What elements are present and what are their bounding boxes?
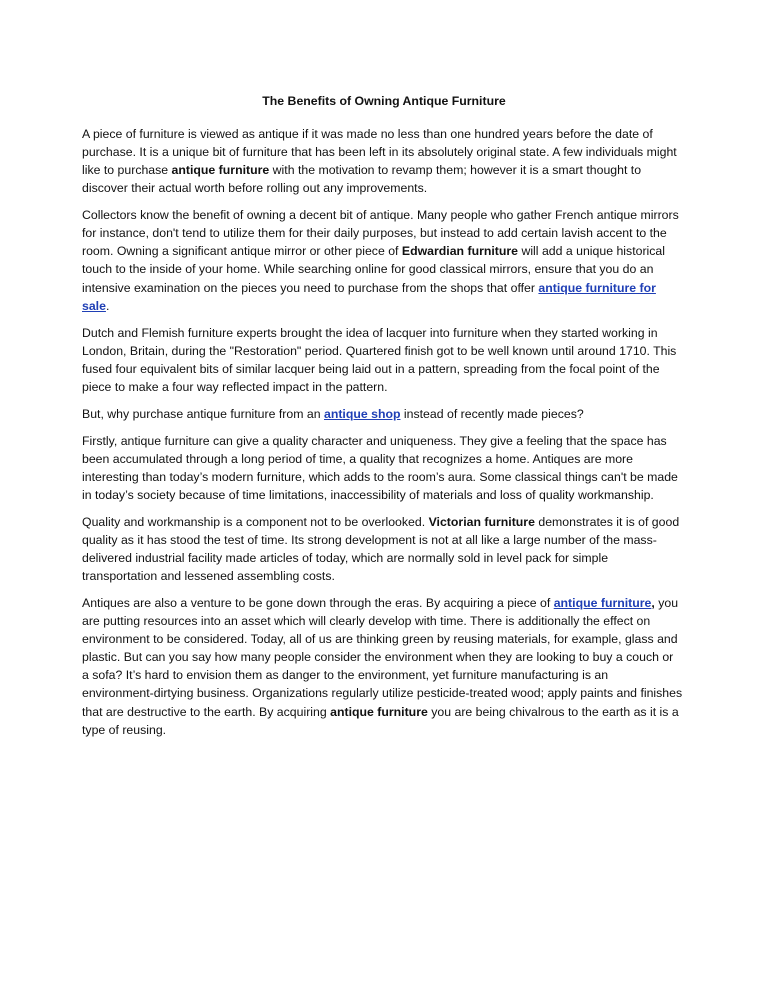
bold-term: Victorian furniture (428, 514, 535, 529)
paragraph-2 (82, 206, 683, 315)
text-run: instead of recently made pieces? (400, 406, 584, 421)
bold-term: antique furniture (330, 704, 428, 719)
document-body (82, 125, 683, 747)
text-run: Dutch and Flemish furniture experts brought the idea of lacquer into furniture when they started working in London, Britain, during the "Restoration" period. Quartered finish got to be well known until around 1710. This fused four equivalent bits of similar lacquer being laid out in a pattern, spreading from the focal point of the piece to make a four way reflected impact in the pattern. (82, 325, 677, 394)
link-antique-furniture-for-sale[interactable]: antique furniture for sale (82, 280, 656, 313)
link-antique-furniture[interactable]: antique furniture (553, 595, 652, 610)
bold-comma: , (651, 595, 655, 610)
text-run: But, why purchase antique furniture from an (82, 406, 324, 421)
bold-term: Edwardian furniture (401, 244, 519, 259)
text-run: A piece of furniture is viewed as antique if it was made no less than one hundred years before the date of purchase. It is a unique bit of furniture that has been left in its absolutely original state. A few individuals might like to purchase (82, 127, 677, 178)
paragraph-5 (82, 432, 683, 504)
text-run: Antiques are also a venture to be gone down through the eras. By acquiring a piece of (82, 595, 554, 610)
text-run: will add a unique historical touch to the inside of your home. While searching online for good classical mirrors, ensure that you do an intensive examination on the pieces you need to purchase from the shops that offer (82, 244, 665, 295)
paragraph-7 (82, 594, 683, 739)
paragraph-1 (82, 125, 683, 197)
text-run: Quality and workmanship is a component not to be overlooked. (82, 514, 429, 529)
text-run: you are being chivalrous to the earth as it is a type of reusing. (82, 704, 679, 737)
text-run: . (105, 298, 110, 313)
bold-term: antique furniture (171, 163, 270, 178)
text-run: Collectors know the benefit of owning a decent bit of antique. Many people who gather French antique mirrors for instance, don't tend to utilize them for their daily purposes, but instead to add certain lavish accent to the room. Owning a significant antique mirror or other piece of (82, 208, 679, 259)
paragraph-6 (82, 513, 683, 585)
paragraph-3 (82, 324, 683, 396)
text-run: with the motivation to revamp them; however it is a smart thought to discover their actual worth before rolling out any improvements. (82, 163, 642, 196)
paragraph-4 (82, 405, 683, 423)
text-run: demonstrates it is of good quality as it has stood the test of time. Its strong development is not at all like a large number of the mass-delivered industrial facility made articles of today, which are normally sold in level pack for simple transportation and lessened assembling costs. (82, 514, 680, 584)
link-antique-shop[interactable]: antique shop (323, 406, 401, 421)
page-title: The Benefits of Owning Antique Furniture (262, 94, 506, 108)
text-run: Firstly, antique furniture can give a quality character and uniqueness. They give a feeling that the space has been accumulated through a long period of time, a quality that recognizes a home. Antiques are more interesting than today’s modern furniture, which adds to the room’s aura. Some classical things can't be made in today’s society because of time limitations, inaccessibility of materials and loss of quality workmanship. (82, 433, 678, 502)
text-run: you are putting resources into an asset which will clearly develop with time. There is additionally the effect on environment to be considered. Today, all of us are thinking green by reusing materials, for example, glass and plastic. But can you say how many people consider the environment when they are looking to buy a couch or a sofa? It’s hard to envision them as danger to the environment, yet furniture manufacturing is an environment-dirtying business. Organizations regularly utilize pesticide-treated wood; apply paints and finishes that are destructive to the earth. By acquiring (82, 595, 683, 719)
